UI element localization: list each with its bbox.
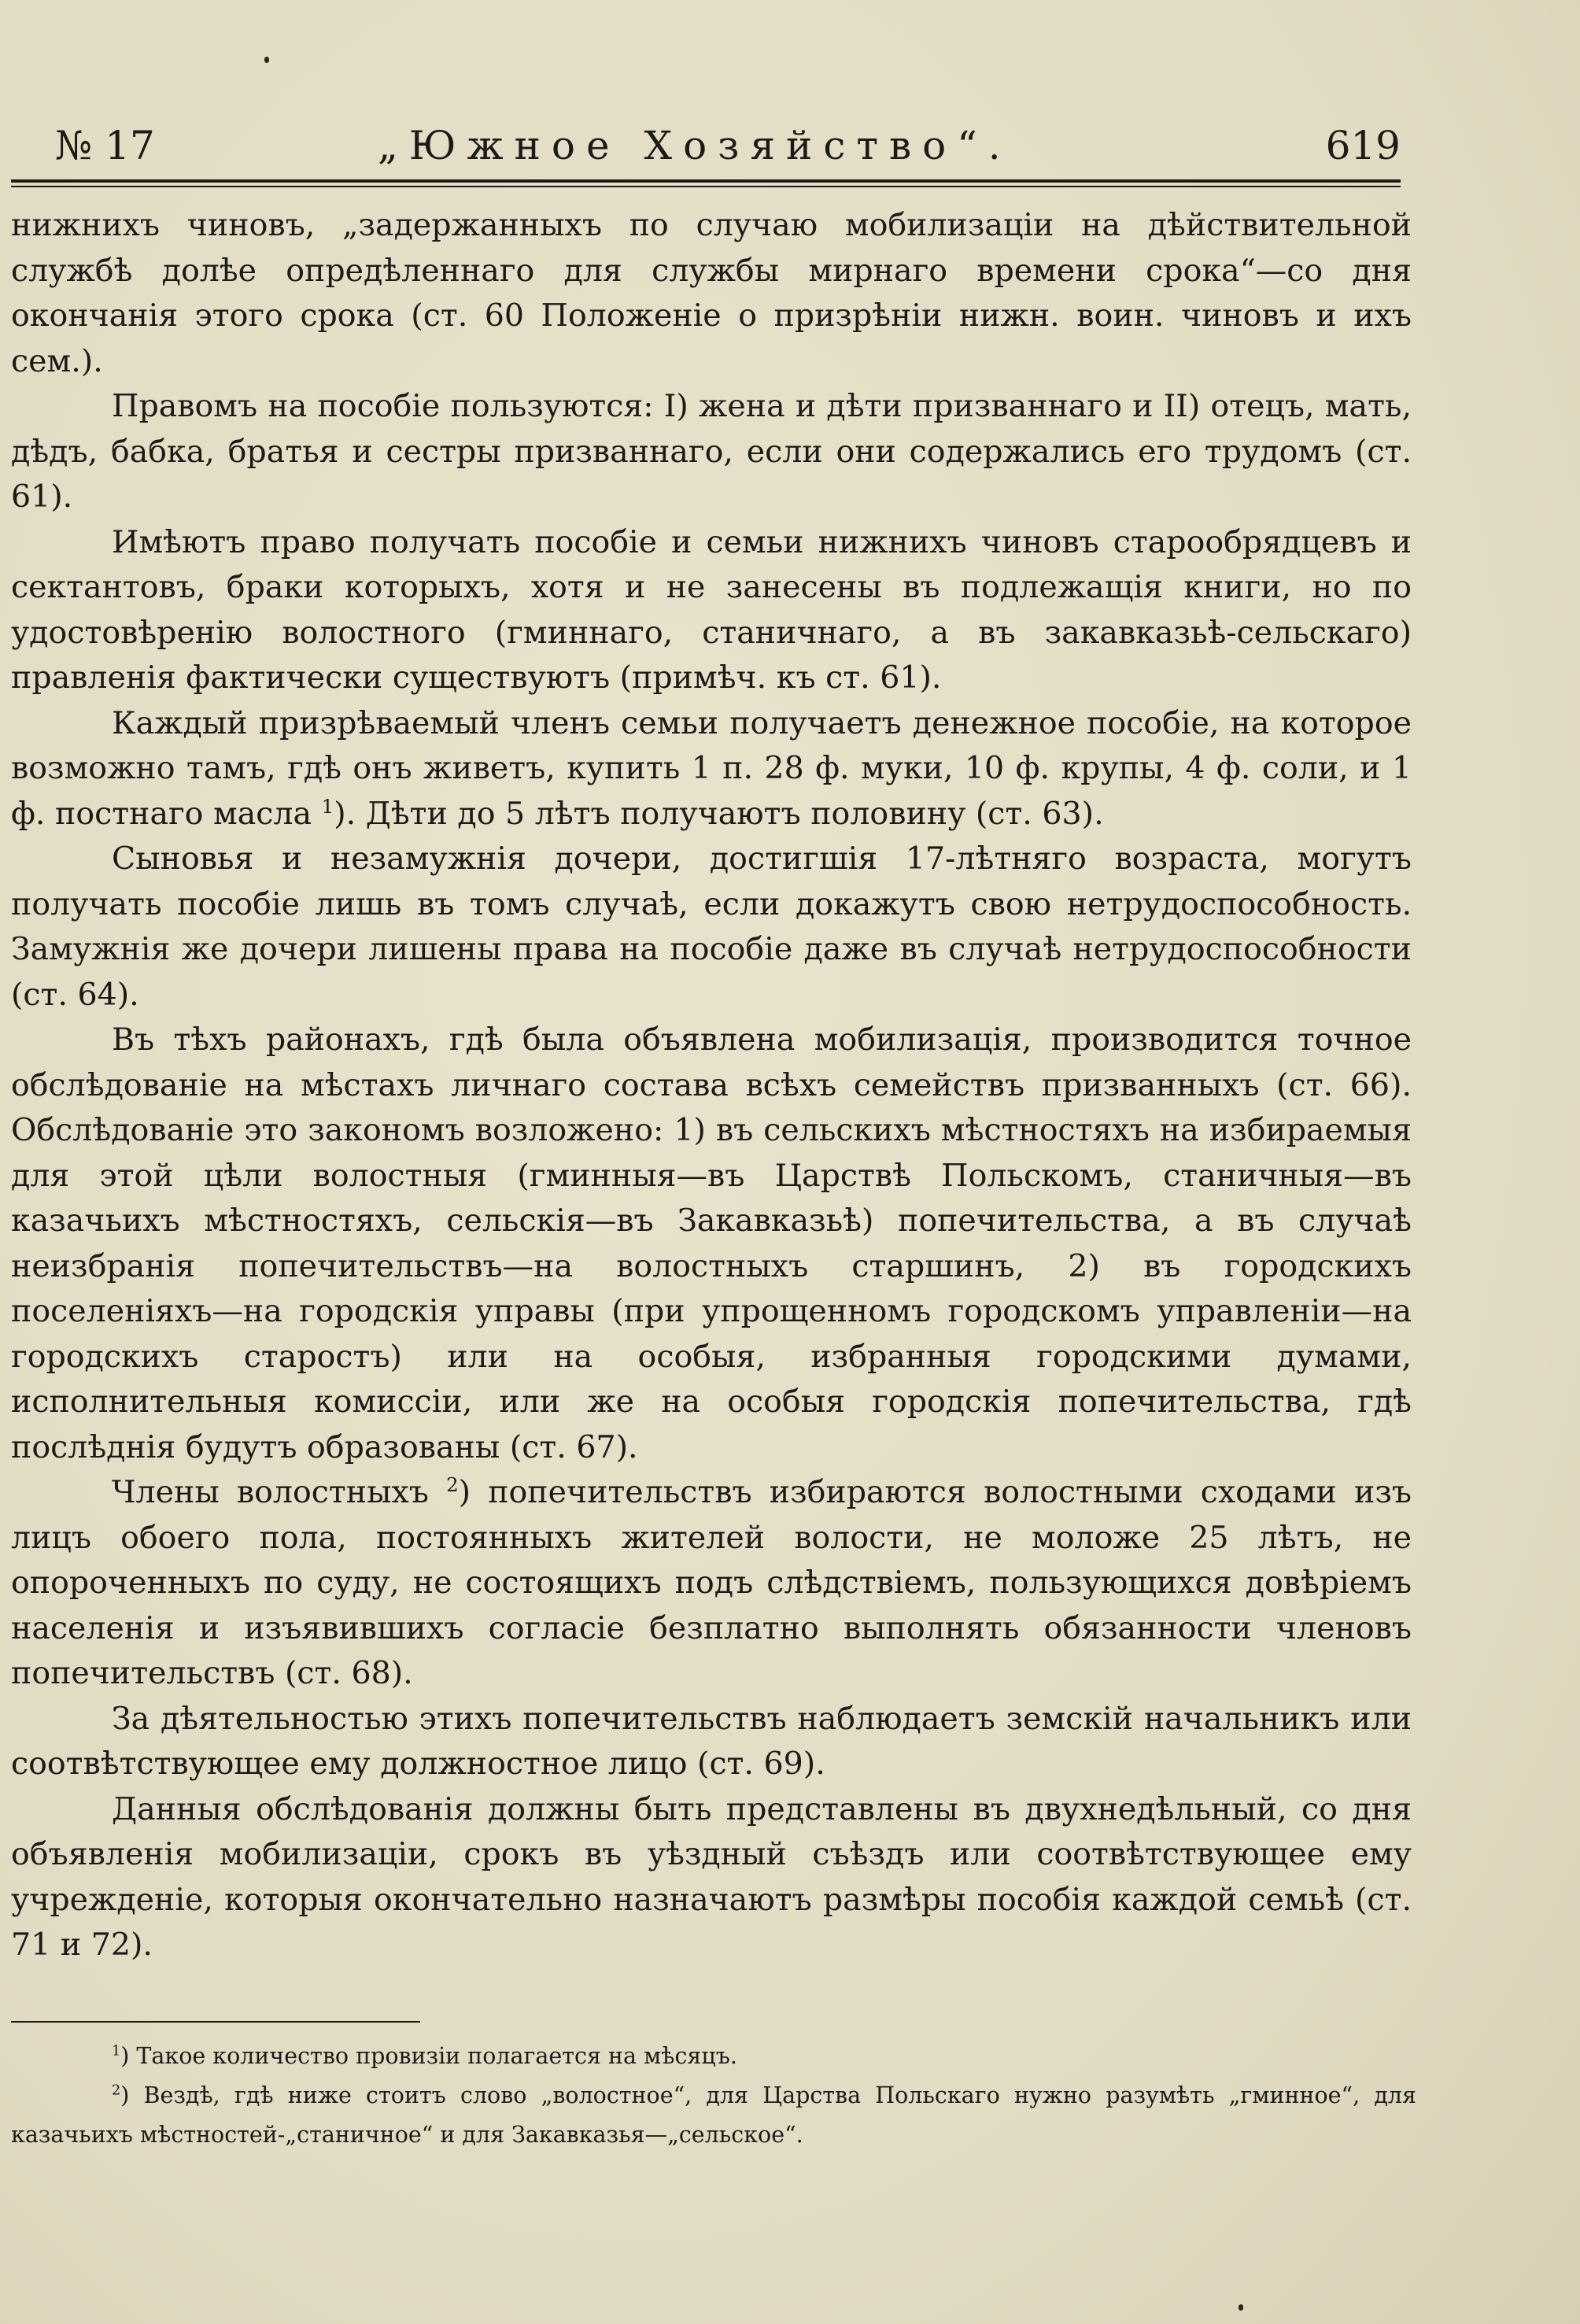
issue-number: № 17 bbox=[55, 123, 155, 168]
footnote: $^1$) Такое количество провизіи полагается на мѣсяцъ. bbox=[112, 2043, 737, 2069]
print-speck bbox=[264, 57, 269, 63]
running-header bbox=[55, 118, 1401, 173]
footnotes bbox=[11, 2037, 1416, 2155]
paragraph: нижнихъ чиновъ, „задержанныхъ по случаю мобилизаціи на дѣйствительной службѣ долѣе опредѣленнаго для службы мирнаго времени срока“—со дня окончанія этого срока (ст. 60 Положеніе о призрѣніи нижн. воин. чиновъ и ихъ сем.). bbox=[11, 207, 1412, 379]
paragraph: Правомъ на пособіе пользуются: I) жена и дѣти призваннаго и II) отецъ, мать, дѣдъ, бабка, братья и сестры призваннаго, если они содержались его трудомъ (ст. 61). bbox=[11, 388, 1412, 515]
article-body bbox=[11, 203, 1412, 1968]
paragraph: Каждый призрѣваемый членъ семьи получаетъ денежное пособіе, на которое возможно тамъ, гдѣ онъ живетъ, купить 1 п. 28 ф. муки, 10 ф. крупы, 4 ф. соли, и 1 ф. постнаго масла $^1$). Дѣти до 5 лѣтъ получаютъ половину (ст. 63). bbox=[11, 704, 1412, 832]
paragraph: Члены волостныхъ $^2$) попечительствъ избираются волостными сходами изъ лицъ обоего пола, постоянныхъ жителей волости, не моложе 25 лѣтъ, не опороченныхъ по суду, не состоящихъ подъ слѣдствіемъ, пользующихся довѣріемъ населенія и изъявившихъ согласіе безплатно выполнять обязанности членовъ попечительствъ (ст. 68). bbox=[11, 1472, 1412, 1691]
paragraph: За дѣятельностью этихъ попечительствъ наблюдаетъ земскій начальникъ или соотвѣтствующее ему должностное лицо (ст. 69). bbox=[11, 1700, 1412, 1782]
footnote-separator bbox=[11, 2021, 420, 2023]
paragraph: Сыновья и незамужнія дочери, достигшія 17-лѣтняго возраста, могутъ получать пособіе лишь въ томъ случаѣ, если докажутъ свою нетрудоспособность. Замужнія же дочери лишены права на пособіе даже въ случаѣ нетрудоспособности (ст. 64). bbox=[11, 841, 1412, 1013]
footnote-ref: 2 bbox=[446, 1472, 459, 1496]
header-rule-thin bbox=[11, 186, 1401, 187]
header-rule-thick bbox=[11, 179, 1401, 183]
journal-title: „Южное Хозяйство“. bbox=[378, 123, 1012, 168]
page-number: 619 bbox=[1325, 123, 1401, 168]
paragraph: Въ тѣхъ районахъ, гдѣ была объявлена мобилизація, производится точное обслѣдованіе на мѣстахъ личнаго состава всѣхъ семействъ призванныхъ (ст. 66). Обслѣдованіе это закономъ возложено: 1) въ сельскихъ мѣстностяхъ на избираемыя для этой цѣли волостныя (гминныя—въ Царствѣ Польскомъ, станичныя—въ казачьихъ мѣстностяхъ, сельскія—въ Закавказьѣ) попечительства, а въ случаѣ неизбранія попечительствъ—на волостныхъ старшинъ, 2) въ городскихъ поселеніяхъ—на городскія управы (при упрощенномъ городскомъ управленіи—на городскихъ старостъ) или на особыя, избранныя городскими думами, исполнительныя комиссіи, или же на особыя городскія попечительства, гдѣ послѣднія будутъ образованы (ст. 67). bbox=[11, 1022, 1412, 1465]
footnote-ref: 1 bbox=[321, 794, 334, 818]
print-speck bbox=[1239, 2304, 1243, 2311]
paragraph: Данныя обслѣдованія должны быть представлены въ двухнедѣльный, со дня объявленія мобилизаціи, срокъ въ уѣздный съѣздъ или соотвѣтствующее ему учрежденіе, которыя окончательно назначаютъ размѣры пособія каждой семьѣ (ст. 71 и 72). bbox=[11, 1790, 1412, 1963]
paragraph: Имѣютъ право получать пособіе и семьи нижнихъ чиновъ старообрядцевъ и сектантовъ, браки которыхъ, хотя и не занесены въ подлежащія книги, но по удостовѣренію волостного (гминнаго, станичнаго, а въ закавказьѣ-сельскаго) правленія фактически существуютъ (примѣч. къ ст. 61). bbox=[11, 523, 1412, 696]
footnote: $^2$) Вездѣ, гдѣ ниже стоитъ слово „волостное“, для Царства Польскаго нужно разумѣть „гминное“, для казачьихъ мѣстностей-„станичное“ и для Закавказья—„сельское“. bbox=[11, 2082, 1416, 2148]
